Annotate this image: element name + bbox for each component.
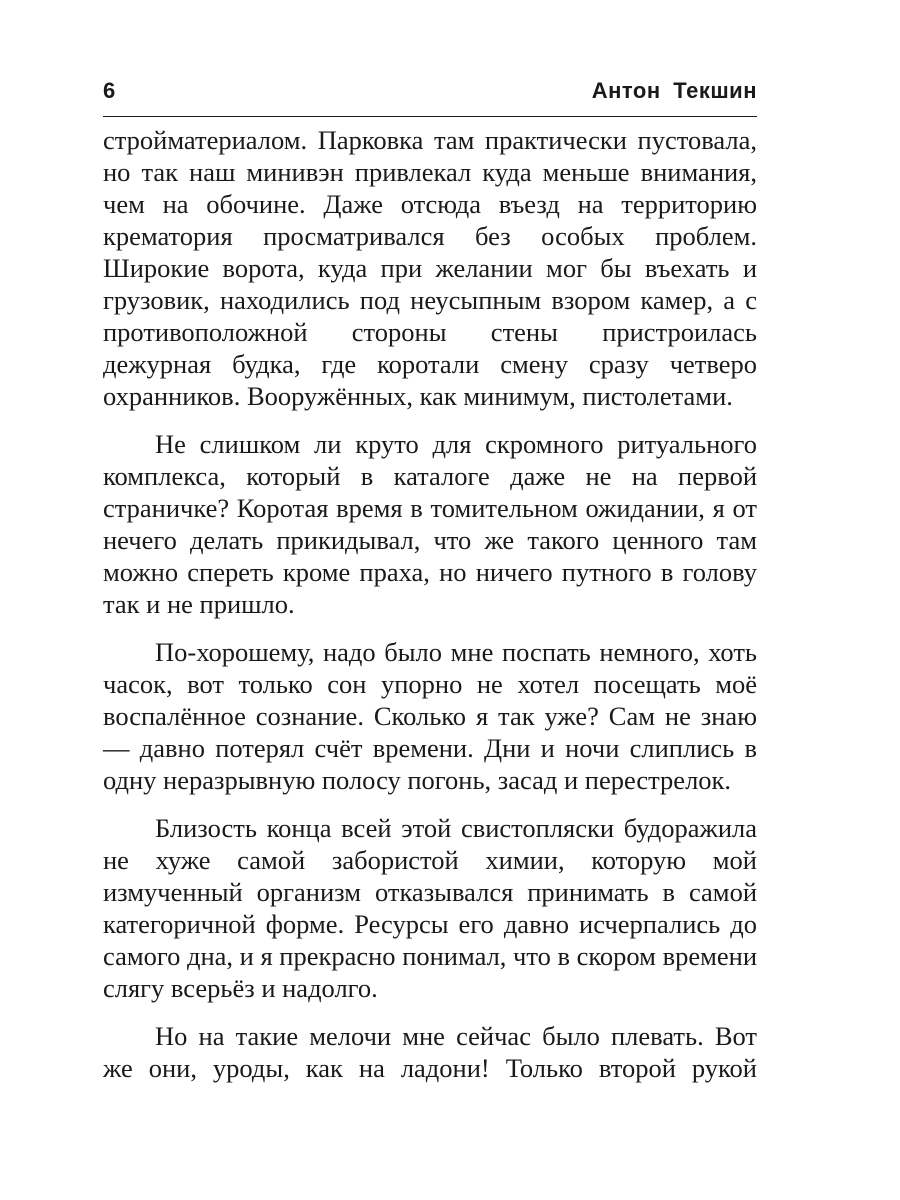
page-number: 6: [103, 78, 116, 103]
body-text: [103, 124, 757, 1084]
paragraph-2: Не слишком ли круто для скромного ритуального комплекса, который в каталоге даже не на первой страничке? Коротая время в томительном ожидании, я от нечего делать прикидывал, что же такого ценного там можно спереть кроме праха, но ничего путного в голову так и не пришло.: [103, 429, 757, 619]
running-head-author: Антон Текшин: [591, 78, 757, 103]
running-head: [103, 76, 757, 112]
paragraph-5: Но на такие мелочи мне сейчас было плевать. Вот же они, уроды, как на ладони! Только второй рукой: [103, 1021, 757, 1083]
header-rule: [103, 116, 757, 117]
paragraph-1: стройматериалом. Парковка там практически пустовала, но так наш минивэн привлекал куда меньше внимания, чем на обочине. Даже отсюда въезд на территорию крематория просматривался без особых проблем. Широкие ворота, куда при желании мог бы въехать и грузовик, находились под неусыпным взором камер, а с противоположной стороны стены пристроилась дежурная будка, где коротали смену сразу четверо охранников. Вооружённых, как минимум, пистолетами.: [103, 125, 757, 411]
paragraph-3: По-хорошему, надо было мне поспать немного, хоть часок, вот только сон упорно не хотел посещать моё воспалённое сознание. Сколько я так уже? Сам не знаю — давно потерял счёт времени. Дни и ночи слиплись в одну неразрывную полосу погонь, засад и перестрелок.: [103, 637, 757, 795]
paragraph-4: Близость конца всей этой свистопляски будоражила не хуже самой забористой химии, которую мой измученный организм отказывался принимать в самой категоричной форме. Ресурсы его давно исчерпались до самого дна, и я прекрасно понимал, что в скором времени слягу всерьёз и надолго.: [103, 813, 757, 1003]
